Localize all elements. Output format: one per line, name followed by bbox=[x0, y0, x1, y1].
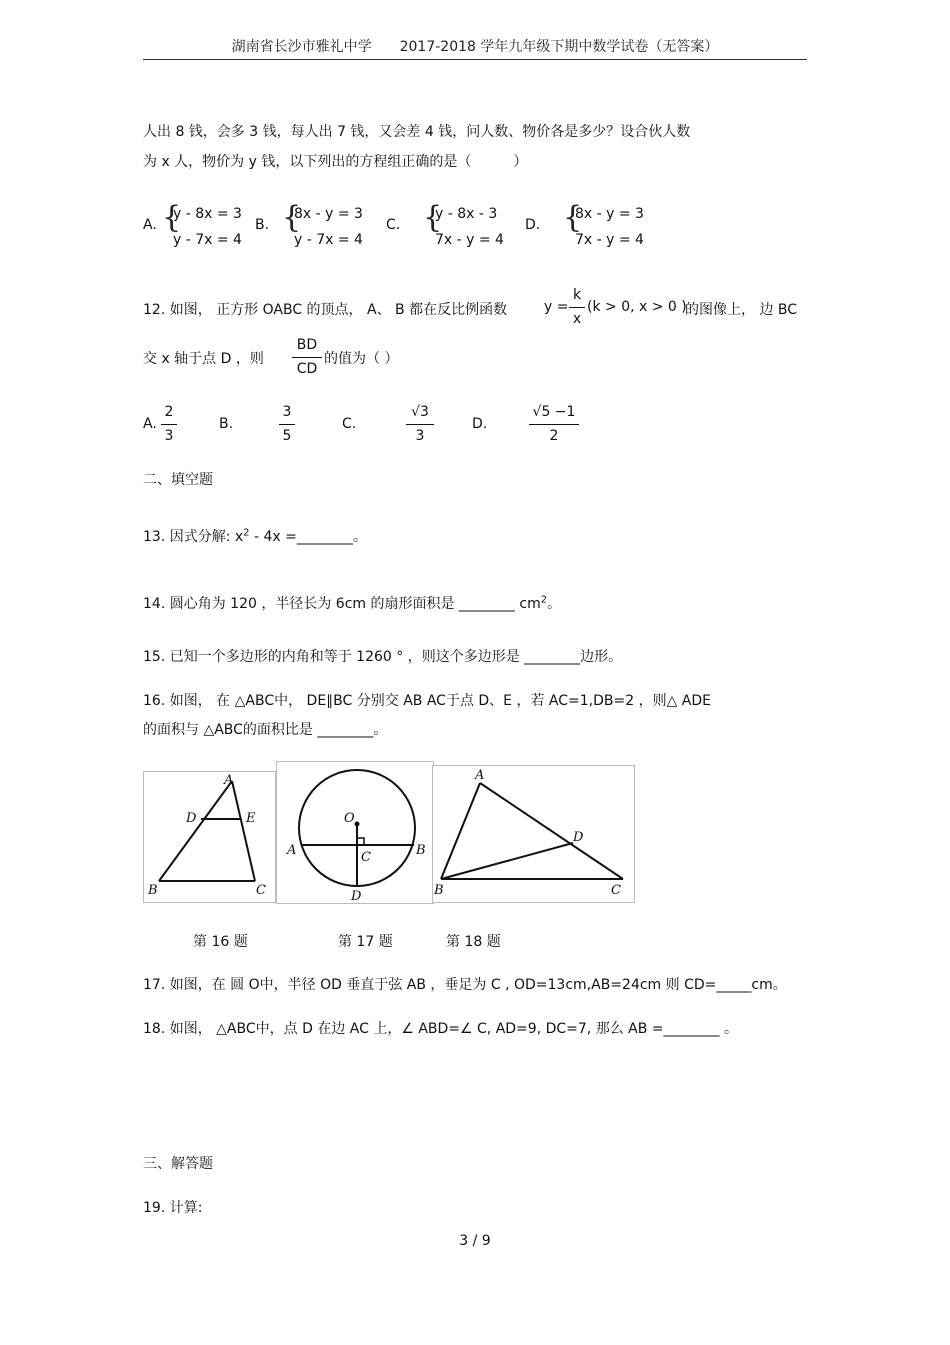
fraction-bar bbox=[279, 424, 295, 425]
fraction-bar bbox=[569, 307, 585, 308]
fig16-label-d: D bbox=[186, 811, 197, 826]
q12-option-b-label: B. bbox=[219, 416, 234, 432]
q12-func-cond: (k > 0, x > 0 ) bbox=[587, 299, 687, 315]
fig17-label-b: B bbox=[416, 843, 426, 858]
fig18-label-c: C bbox=[611, 883, 621, 898]
q12-func-fraction bbox=[569, 287, 585, 329]
q12-option-b-fraction bbox=[279, 404, 295, 446]
q11-option-d-eq2: 7x - y = 4 bbox=[575, 232, 644, 248]
fig18-label-d: D bbox=[573, 830, 584, 845]
q13-sup: 2 bbox=[243, 527, 250, 539]
q19: 19. 计算: bbox=[143, 1200, 203, 1216]
fig17-label-c: C bbox=[361, 850, 371, 865]
fraction-num: 2 bbox=[164, 404, 174, 420]
q18: 18. 如图， △ABC中，点 D 在边 AC 上，∠ ABD=∠ C, AD=9, DC=7, 那么 AB =________ 。 bbox=[143, 1021, 738, 1037]
q11-option-c-label: C. bbox=[386, 217, 401, 233]
q14-rest: 。 bbox=[547, 596, 562, 612]
q12-option-c-fraction bbox=[406, 404, 434, 446]
brace-icon: { bbox=[282, 200, 302, 235]
q13-rest: - 4x =________。 bbox=[249, 529, 367, 545]
q11-option-b-label: B. bbox=[255, 217, 270, 233]
brace-icon: { bbox=[162, 200, 182, 235]
q12-line2-b: 的值为（ ） bbox=[324, 351, 399, 367]
fig16-label-a: A bbox=[224, 773, 234, 788]
brace-icon: { bbox=[423, 200, 443, 235]
header-rule bbox=[143, 59, 807, 60]
fig16-label-e: E bbox=[246, 811, 256, 826]
fig16-label-b: B bbox=[148, 883, 158, 898]
q11-line2: 为 x 人，物价为 y 钱，以下列出的方程组正确的是（ ） bbox=[143, 154, 528, 170]
fig17-label-a: A bbox=[287, 843, 297, 858]
q11-option-b-eq1: 8x - y = 3 bbox=[294, 206, 363, 222]
fraction-den: 3 bbox=[164, 428, 174, 444]
fraction-den: 3 bbox=[415, 428, 425, 444]
q11-option-a-label: A. bbox=[143, 217, 157, 233]
q12-func-num: k bbox=[572, 287, 582, 303]
figure-18-caption: 第 18 题 bbox=[446, 934, 501, 950]
q12-func-lhs: y = bbox=[544, 299, 569, 315]
figure-17-caption: 第 17 题 bbox=[338, 934, 393, 950]
fraction-bar bbox=[292, 357, 322, 358]
q11-option-d-eq1: 8x - y = 3 bbox=[575, 206, 644, 222]
q11-option-a-eq2: y - 7x = 4 bbox=[173, 232, 242, 248]
figure-16-caption: 第 16 题 bbox=[193, 934, 248, 950]
q12-line2-a: 交 x 轴于点 D ，则 bbox=[143, 351, 264, 367]
fig17-label-d: D bbox=[351, 889, 362, 903]
fig16-label-c: C bbox=[256, 883, 266, 898]
q12-line1-a: 12. 如图， 正方形 OABC 的顶点， A、 B 都在反比例函数 bbox=[143, 302, 508, 318]
fig17-label-o: O bbox=[344, 811, 355, 826]
q12-line1-b: 的图像上， 边 BC bbox=[685, 302, 798, 318]
q11-option-a-eq1: y - 8x = 3 bbox=[173, 206, 242, 222]
q16-line2: 的面积与 △ABC的面积比是 ________。 bbox=[143, 722, 388, 738]
q12-ratio-fraction bbox=[292, 337, 322, 379]
fraction-num: 3 bbox=[282, 404, 292, 420]
fraction-den: 5 bbox=[282, 428, 292, 444]
q11-option-c-eq1: y - 8x - 3 bbox=[435, 206, 498, 222]
figure-18-triangle bbox=[432, 765, 635, 903]
page-header: 湖南省长沙市雅礼中学 2017-2018 学年九年级下期中数学试卷（无答案） bbox=[231, 39, 719, 55]
q16-line1: 16. 如图， 在 △ABC中， DE∥BC 分别交 AB AC于点 D、E ，若 AC=1,DB=2 ，则△ ADE bbox=[143, 693, 712, 709]
q12-ratio-num: BD bbox=[296, 337, 318, 353]
q14-text: 14. 圆心角为 120 ，半径长为 6cm 的扇形面积是 ________ cm bbox=[143, 596, 541, 612]
q11-option-c-eq2: 7x - y = 4 bbox=[435, 232, 504, 248]
q11-line1: 人出 8 钱，会多 3 钱，每人出 7 钱，又会差 4 钱，问人数、物价各是多少？设合伙人数 bbox=[143, 124, 691, 140]
q12-option-c-label: C. bbox=[342, 416, 357, 432]
fraction-bar bbox=[529, 424, 579, 425]
section-title-fill-blank: 二、填空题 bbox=[143, 472, 213, 488]
q17: 17. 如图，在 圆 O中，半径 OD 垂直于弦 AB ，垂足为 C , OD=13cm,AB=24cm 则 CD=_____cm。 bbox=[143, 977, 787, 993]
q13 bbox=[143, 526, 367, 546]
q11-option-b-eq2: y - 7x = 4 bbox=[294, 232, 363, 248]
q12-func-den: x bbox=[572, 311, 582, 327]
fig18-label-b: B bbox=[434, 883, 444, 898]
q13-text: 13. 因式分解: x bbox=[143, 529, 244, 545]
fraction-bar bbox=[406, 424, 434, 425]
q12-option-d-fraction bbox=[529, 404, 579, 446]
q12-ratio-den: CD bbox=[296, 361, 318, 377]
q12-option-d-label: D. bbox=[472, 416, 488, 432]
q11-option-d-label: D. bbox=[525, 217, 541, 233]
q15: 15. 已知一个多边形的内角和等于 1260 ° ，则这个多边形是 ________边形。 bbox=[143, 649, 623, 665]
fraction-num: √3 bbox=[411, 404, 429, 420]
brace-icon: { bbox=[563, 200, 583, 235]
q14-sup: 2 bbox=[540, 594, 548, 606]
figure-16-triangle bbox=[143, 771, 276, 903]
q12-option-a-label: A. bbox=[143, 416, 157, 432]
fraction-num: √5 −1 bbox=[532, 404, 576, 420]
fraction-bar bbox=[161, 424, 177, 425]
q14 bbox=[143, 593, 561, 613]
fig18-label-a: A bbox=[475, 768, 485, 783]
q12-option-a-fraction bbox=[161, 404, 177, 446]
figure-17-circle bbox=[276, 761, 434, 904]
page-number: 3 / 9 bbox=[459, 1233, 491, 1249]
fraction-den: 2 bbox=[549, 428, 559, 444]
section-title-solve: 三、解答题 bbox=[143, 1156, 213, 1172]
